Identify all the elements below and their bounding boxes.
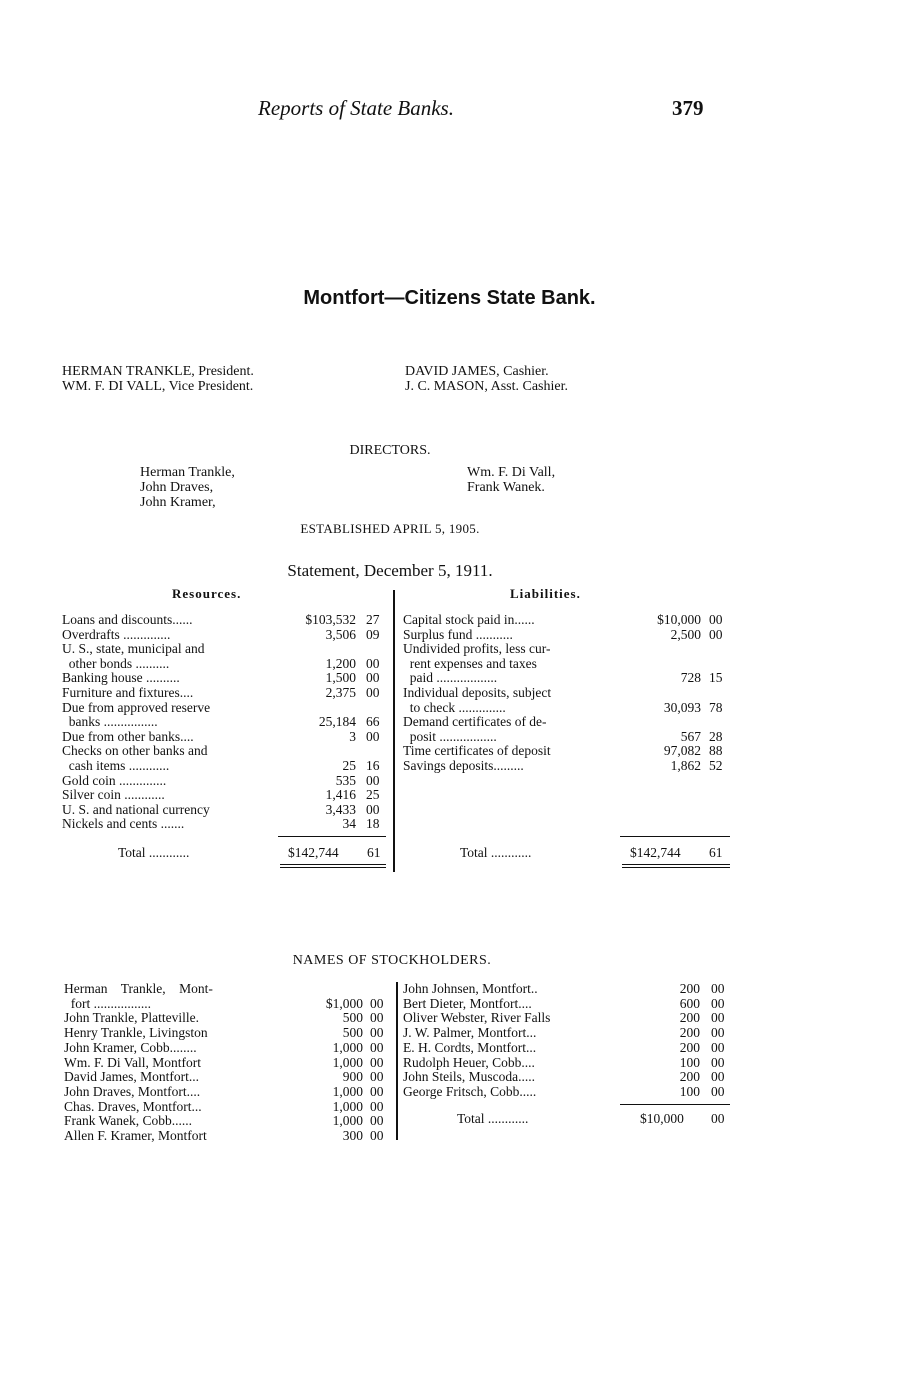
resources-total-cents: 61 [367, 845, 381, 860]
officers-left [62, 364, 254, 394]
resource-row [62, 628, 390, 643]
stockholder-row [403, 997, 735, 1012]
stockholder-row-cents: 00 [711, 1083, 725, 1099]
stockholder-row-label: Wm. F. Di Vall, Montfort [64, 1054, 202, 1070]
resource-row [62, 817, 390, 832]
liabilities-double-rule [622, 864, 730, 865]
statement-date: Statement, December 5, 1911. [287, 561, 493, 580]
stockholder-row-dollars: 100 [679, 1083, 700, 1099]
resource-row-label: banks ................ [62, 714, 158, 730]
stockholders-title: NAMES OF STOCKHOLDERS. [292, 953, 492, 968]
resource-row-label: Silver coin ............ [62, 787, 165, 803]
liability-row [403, 759, 733, 774]
liability-row-label: paid .................. [403, 670, 498, 686]
resource-row-label: other bonds .......... [62, 655, 170, 671]
directors-right [467, 465, 555, 495]
director-name: John Kramer, [140, 495, 216, 510]
stockholder-row [403, 1026, 735, 1041]
liability-row-label: Capital stock paid in...... [403, 612, 535, 627]
resource-row-dollars: $103,532 [305, 612, 356, 627]
officer-cashier: DAVID JAMES, Cashier. [405, 364, 549, 379]
stockholder-row-dollars: 600 [679, 995, 700, 1011]
liability-row-dollars: 1,862 [670, 758, 701, 773]
resource-row [62, 730, 390, 745]
page-number: 379 [672, 96, 704, 120]
resource-row [62, 715, 390, 730]
established-date: ESTABLISHED APRIL 5, 1905. [300, 521, 480, 536]
stockholder-row [64, 1070, 394, 1085]
stockholder-row-dollars: 200 [679, 1039, 700, 1055]
director-name: Herman Trankle, [140, 465, 235, 480]
stockholder-row-label: Rudolph Heuer, Cobb.... [403, 1054, 535, 1070]
officer-asst-cashier: J. C. MASON, Asst. Cashier. [405, 379, 568, 394]
stockholder-row-cents: 00 [711, 1054, 725, 1070]
liability-row-label: Savings deposits......... [403, 758, 524, 773]
officers-right [405, 364, 568, 394]
stockholder-row-cents: 00 [370, 1039, 384, 1055]
stockholder-row-cents: 00 [370, 1098, 384, 1114]
liability-row-dollars: 567 [680, 728, 701, 744]
liability-row-label: Individual deposits, subject [403, 685, 552, 700]
stockholder-row-cents: 00 [370, 1113, 384, 1129]
stockholder-row-label: John Draves, Montfort.... [64, 1083, 201, 1099]
stockholder-row-cents: 00 [370, 1010, 384, 1026]
stockholder-row [403, 1011, 735, 1026]
resource-row-cents: 66 [366, 714, 380, 730]
stockholder-row-cents: 00 [711, 1025, 725, 1041]
resource-row-cents: 00 [366, 772, 380, 788]
liability-row-label: posit ................. [403, 728, 497, 744]
stockholder-row-cents: 00 [711, 995, 725, 1011]
stockholder-row [64, 1011, 394, 1026]
stockholder-row-cents: 00 [370, 1083, 384, 1099]
stockholders-total-cents: 00 [711, 1111, 725, 1126]
liability-row-cents: 52 [709, 758, 723, 773]
resource-row [62, 686, 390, 701]
stockholder-row-dollars: 1,000 [332, 1039, 363, 1055]
resource-row-dollars: 34 [342, 816, 356, 832]
resource-row-cents: 25 [366, 787, 380, 803]
liability-row [403, 701, 733, 716]
stockholder-row-dollars: 1,000 [332, 1113, 363, 1129]
resource-row [62, 788, 390, 803]
stockholder-row-cents: 00 [370, 995, 384, 1011]
liability-row [403, 657, 733, 672]
liability-row-dollars: 728 [680, 670, 701, 686]
stockholder-row-dollars: $1,000 [325, 995, 363, 1011]
resource-row-label: Due from other banks.... [62, 728, 194, 744]
resource-row-label: Loans and discounts...... [62, 612, 193, 627]
stockholder-row [403, 1070, 735, 1085]
resource-row [62, 759, 390, 774]
liability-row [403, 642, 733, 657]
liability-row-cents: 28 [709, 728, 723, 744]
liability-row [403, 715, 733, 730]
stockholder-row [64, 997, 394, 1012]
liability-row-cents: 88 [709, 743, 723, 759]
stockholder-row [64, 1085, 394, 1100]
stockholder-row-label: E. H. Cordts, Montfort... [403, 1039, 537, 1055]
resource-row-cents: 09 [366, 626, 380, 642]
bank-title: Montfort—Citizens State Bank. [303, 287, 596, 309]
liability-row-dollars: 2,500 [670, 626, 701, 642]
running-header-title: Reports of State Banks. [258, 96, 454, 120]
stockholder-row-label: David James, Montfort... [64, 1069, 199, 1085]
resource-row-label: U. S. and national currency [62, 801, 210, 817]
directors-left [140, 465, 235, 510]
stockholder-row-label: Oliver Webster, River Falls [403, 1010, 551, 1026]
resource-row-dollars: 535 [335, 772, 356, 788]
liabilities-total-label: Total ............ [460, 845, 532, 860]
stockholder-row-dollars: 500 [342, 1025, 363, 1041]
stockholder-row-label: Frank Wanek, Cobb...... [64, 1113, 193, 1129]
resource-row-dollars: 25,184 [318, 714, 356, 730]
liability-row-label: rent expenses and taxes [403, 655, 537, 671]
stockholder-row-label: John Trankle, Platteville. [64, 1010, 199, 1026]
resource-row-cents: 00 [366, 801, 380, 817]
resource-row-dollars: 3,433 [325, 801, 356, 817]
stockholder-row [403, 1056, 735, 1071]
liability-row-dollars: 30,093 [663, 699, 701, 715]
resource-row-cents: 16 [366, 758, 380, 773]
resource-row-dollars: 1,416 [325, 787, 356, 803]
stockholder-row-label: fort ................. [64, 995, 151, 1011]
liabilities-total-cents: 61 [709, 845, 723, 860]
stockholder-row-cents: 00 [370, 1069, 384, 1085]
resource-row-dollars: 3 [349, 728, 356, 744]
resource-row-label: U. S., state, municipal and [62, 641, 205, 657]
stockholder-row [403, 982, 735, 997]
stockholder-row-dollars: 300 [342, 1128, 363, 1143]
stockholder-row-label: J. W. Palmer, Montfort... [403, 1025, 537, 1041]
stockholder-row-cents: 00 [711, 1010, 725, 1026]
stockholder-row [64, 1056, 394, 1071]
officer-vice-president: WM. F. DI VALL, Vice President. [62, 379, 254, 394]
stockholder-row [64, 1100, 394, 1115]
resource-row-label: Checks on other banks and [62, 743, 208, 759]
resource-row-cents: 27 [366, 612, 380, 627]
resource-row [62, 613, 390, 628]
stockholder-row-dollars: 200 [679, 1025, 700, 1041]
stockholder-row [403, 1041, 735, 1056]
stockholders-column-divider [396, 982, 398, 1140]
resource-row-cents: 00 [366, 670, 380, 686]
liability-row-cents: 78 [709, 699, 723, 715]
stockholders-total-rule [620, 1104, 730, 1105]
liability-row-cents: 00 [709, 626, 723, 642]
stockholder-row-dollars: 1,000 [332, 1083, 363, 1099]
stockholder-row-label: Bert Dieter, Montfort.... [403, 995, 532, 1011]
stockholder-row-cents: 00 [711, 1069, 725, 1085]
directors-title: DIRECTORS. [349, 443, 431, 458]
resources-heading: Resources. [172, 586, 242, 601]
resource-row-dollars: 25 [342, 758, 356, 773]
stockholder-row [64, 1026, 394, 1041]
resource-row [62, 642, 390, 657]
resource-row-dollars: 2,375 [325, 685, 356, 700]
resources-total-label: Total ............ [118, 845, 190, 860]
resource-row-label: Furniture and fixtures.... [62, 685, 194, 700]
resource-row-label: Banking house .......... [62, 670, 180, 686]
resource-row [62, 657, 390, 672]
resource-row-dollars: 1,500 [325, 670, 356, 686]
resource-row [62, 803, 390, 818]
stockholder-row-dollars: 200 [679, 981, 700, 996]
resource-row-cents: 00 [366, 655, 380, 671]
stockholder-row [64, 1114, 394, 1129]
stockholder-row-label: John Steils, Muscoda..... [403, 1069, 536, 1085]
stockholder-row-label: Herman Trankle, Mont- [64, 981, 213, 996]
stockholder-row [64, 1041, 394, 1056]
resource-row [62, 744, 390, 759]
resource-row-cents: 00 [366, 685, 380, 700]
stockholder-row-cents: 00 [370, 1054, 384, 1070]
stockholder-row-cents: 00 [370, 1025, 384, 1041]
stockholder-row-dollars: 200 [679, 1069, 700, 1085]
resource-row-dollars: 3,506 [325, 626, 356, 642]
liability-row-label: Surplus fund ........... [403, 626, 513, 642]
director-name: John Draves, [140, 480, 214, 495]
stockholder-row-dollars: 100 [679, 1054, 700, 1070]
stockholder-row-cents: 00 [370, 1128, 384, 1143]
stockholder-row-label: Henry Trankle, Livingston [64, 1025, 208, 1041]
resource-row-label: Nickels and cents ....... [62, 816, 185, 832]
liabilities-heading: Liabilities. [510, 586, 581, 601]
stockholder-row-dollars: 900 [342, 1069, 363, 1085]
liability-row-label: to check .............. [403, 699, 506, 715]
liability-row-dollars: $10,000 [657, 612, 701, 627]
resource-row-label: Overdrafts .............. [62, 626, 171, 642]
resource-row-label: cash items ............ [62, 758, 170, 773]
stockholder-row-label: Chas. Draves, Montfort... [64, 1098, 202, 1114]
liability-row-cents: 15 [709, 670, 723, 686]
liability-row [403, 744, 733, 759]
stockholder-row-label: Allen F. Kramer, Montfort [64, 1128, 207, 1143]
liability-row [403, 613, 733, 628]
stockholder-row-dollars: 1,000 [332, 1098, 363, 1114]
resource-row [62, 701, 390, 716]
resource-row-cents: 18 [366, 816, 380, 832]
resource-row-dollars: 1,200 [325, 655, 356, 671]
stockholders-total-label: Total ............ [457, 1111, 529, 1126]
stockholder-row [64, 1129, 394, 1144]
stockholder-row-dollars: 500 [342, 1010, 363, 1026]
resource-row-label: Gold coin .............. [62, 772, 167, 788]
stockholder-row [64, 982, 394, 997]
stockholder-row-label: John Johnsen, Montfort.. [403, 981, 538, 996]
resources-double-rule [280, 864, 386, 865]
column-divider [393, 590, 395, 872]
director-name: Wm. F. Di Vall, [467, 465, 556, 480]
stockholder-row-dollars: 1,000 [332, 1054, 363, 1070]
liability-row-label: Time certificates of deposit [403, 743, 551, 759]
resources-total-dollars: $142,744 [288, 845, 339, 860]
liability-row [403, 730, 733, 745]
resources-total-rule [278, 836, 386, 837]
stockholder-row-label: George Fritsch, Cobb..... [403, 1083, 537, 1099]
resource-row-label: Due from approved reserve [62, 699, 211, 715]
liability-row [403, 628, 733, 643]
resource-row [62, 774, 390, 789]
stockholder-row-label: John Kramer, Cobb........ [64, 1039, 197, 1055]
liabilities-total-dollars: $142,744 [630, 845, 681, 860]
stockholder-row-cents: 00 [711, 1039, 725, 1055]
liability-row-cents: 00 [709, 612, 723, 627]
liability-row-label: Undivided profits, less cur- [403, 641, 551, 657]
director-name: Frank Wanek. [467, 480, 545, 495]
liability-row-dollars: 97,082 [663, 743, 701, 759]
officer-president: HERMAN TRANKLE, President. [62, 364, 254, 379]
liability-row [403, 686, 733, 701]
liabilities-double-rule [622, 867, 730, 868]
resource-row-cents: 00 [366, 728, 380, 744]
stockholder-row [403, 1085, 735, 1100]
stockholder-row-dollars: 200 [679, 1010, 700, 1026]
stockholder-row-cents: 00 [711, 981, 725, 996]
resource-row [62, 671, 390, 686]
stockholders-total-dollars: $10,000 [640, 1111, 684, 1126]
resources-double-rule [280, 867, 386, 868]
liability-row-label: Demand certificates of de- [403, 714, 547, 730]
liability-row [403, 671, 733, 686]
liabilities-total-rule [620, 836, 730, 837]
